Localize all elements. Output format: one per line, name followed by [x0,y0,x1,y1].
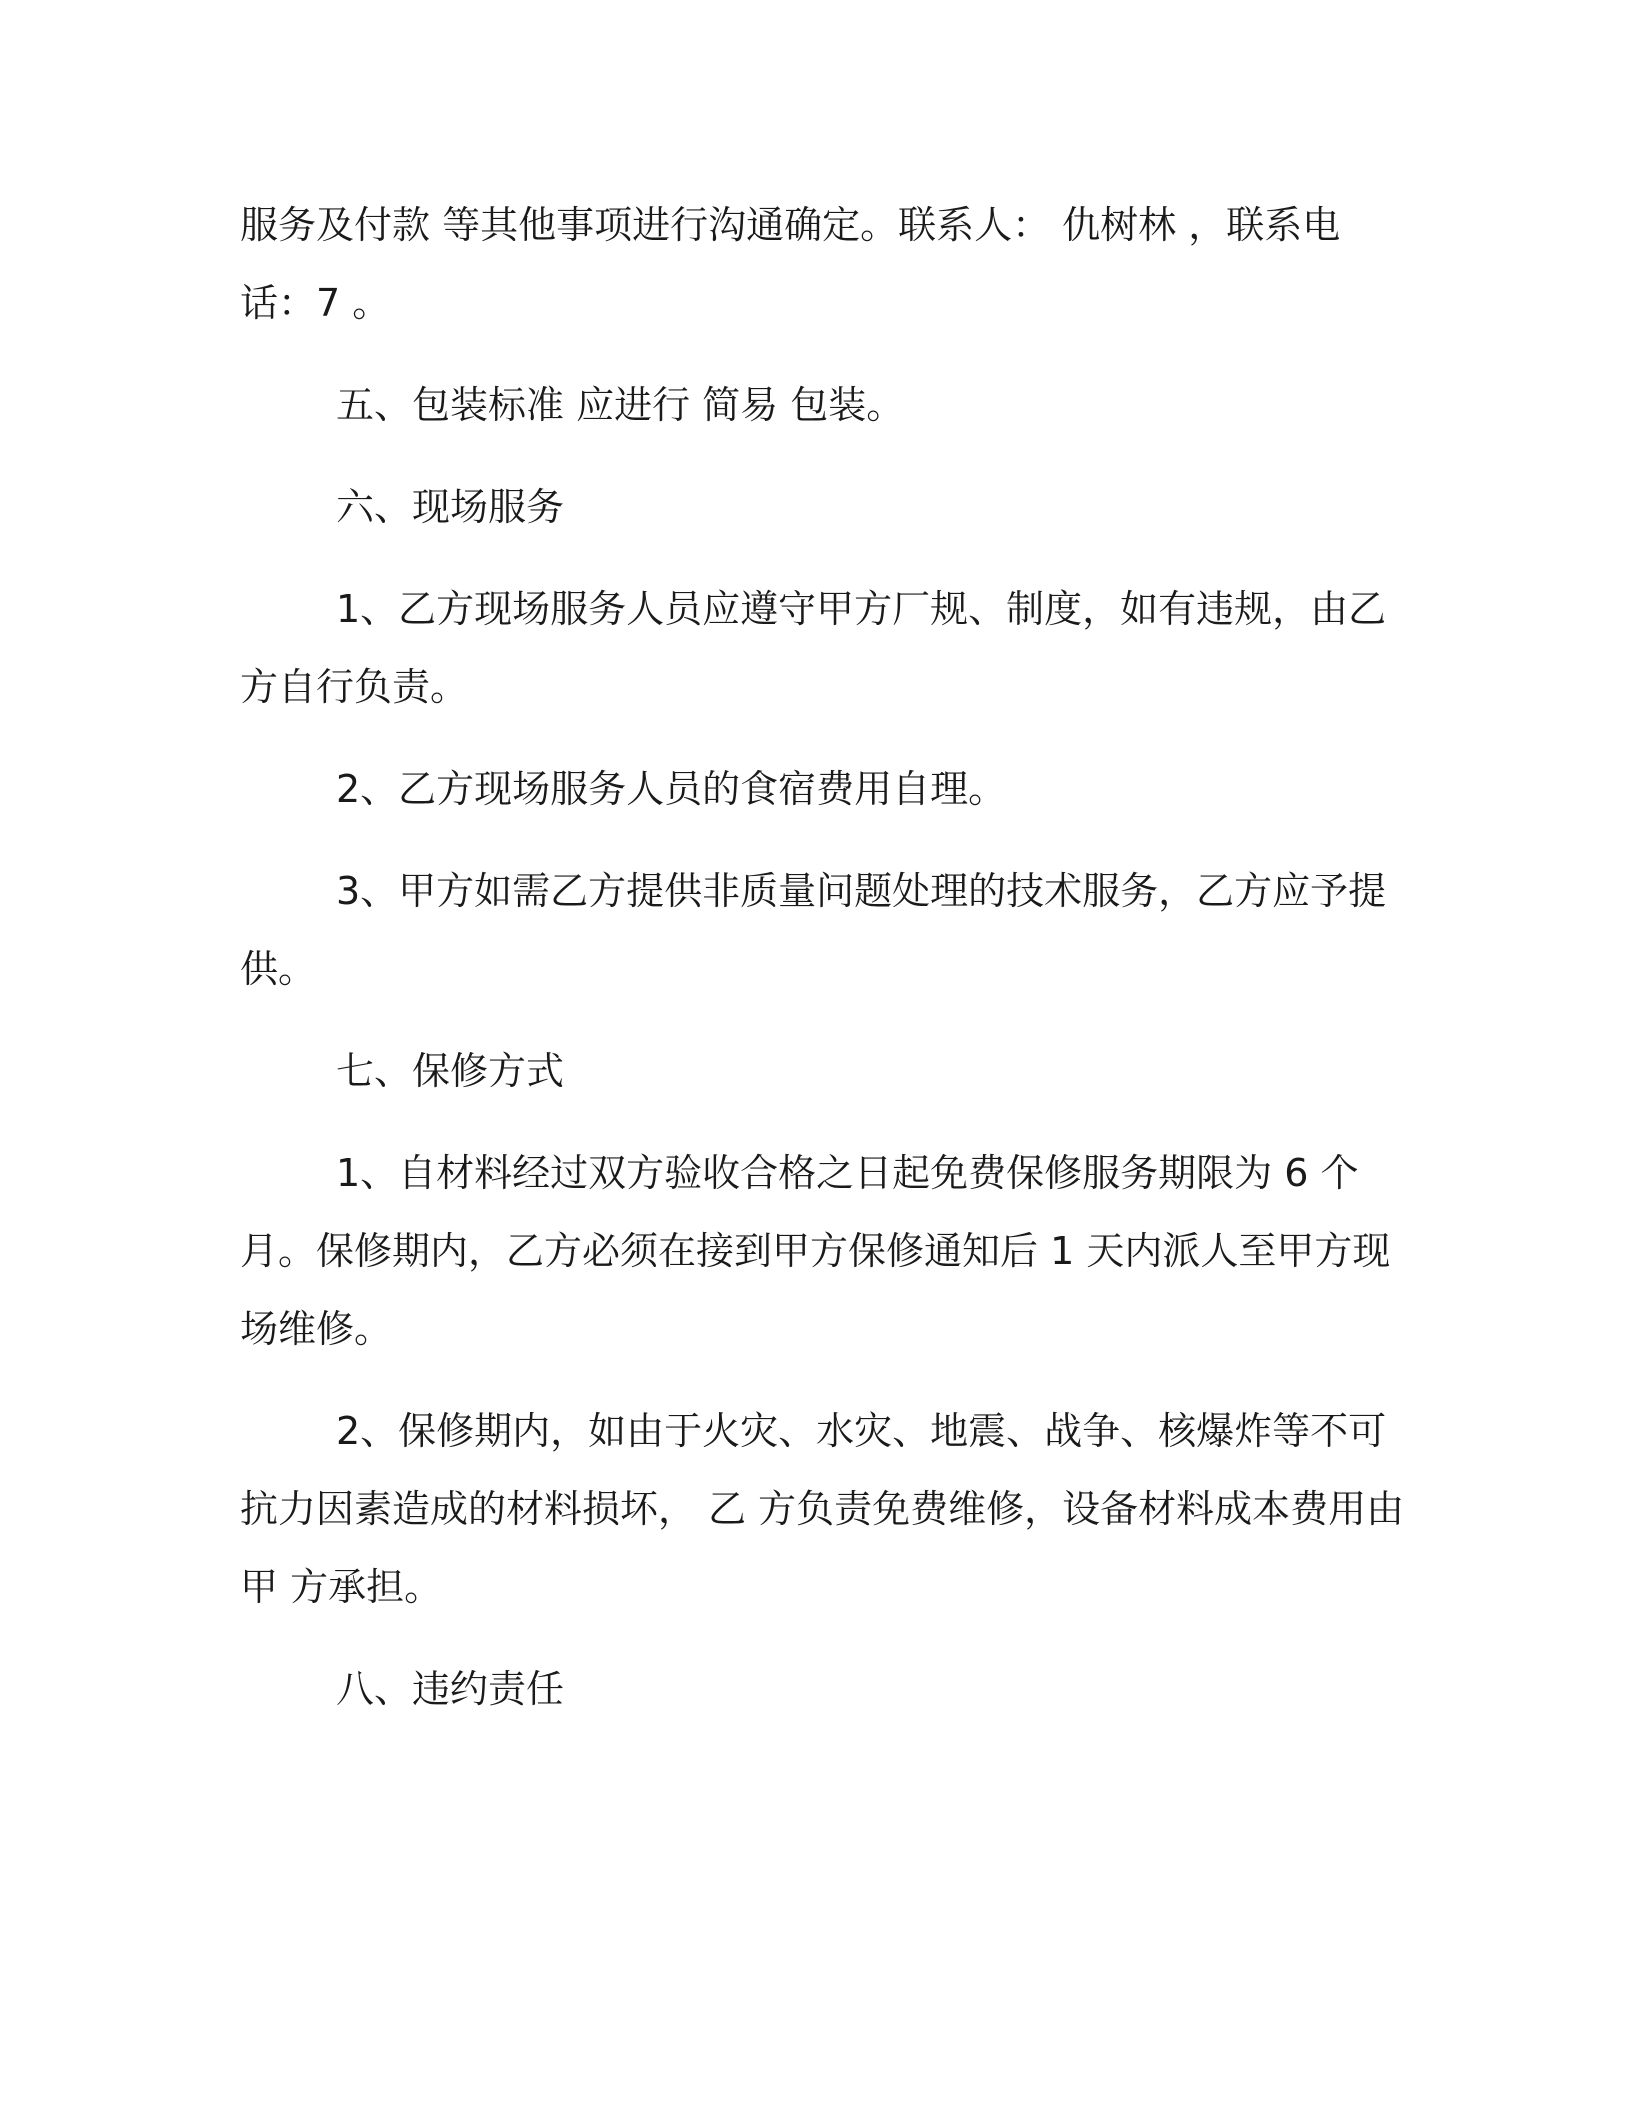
document-body [240,186,1405,1752]
onsite-service-item-3: 3、甲方如需乙方提供非质量问题处理的技术服务，乙方应予提供。 [240,869,1387,991]
section-heading-onsite-service: 六、现场服务 [336,485,565,529]
warranty-item-2: 2、保修期内，如由于火灾、水灾、地震、战争、核爆炸等不可抗力因素造成的材料损坏， 乙 方负责免费维修，设备材料成本费用由甲 方承担。 [240,1409,1405,1609]
section-heading-warranty: 七、保修方式 [336,1049,565,1093]
section-packaging: 五、包装标准 应进行 简易 包装。 [336,383,905,427]
onsite-service-item-1: 1、乙方现场服务人员应遵守甲方厂规、制度，如有违规，由乙方自行负责。 [240,587,1387,709]
section-heading-liability: 八、违约责任 [336,1667,565,1711]
warranty-item-1: 1、自材料经过双方验收合格之日起免费保修服务期限为 6 个月。保修期内，乙方必须在接到甲方保修通知后 1 天内派人至甲方现场维修。 [240,1151,1391,1351]
paragraph-contact: 服务及付款 等其他事项进行沟通确定。联系人： 仇树林 ，联系电话：7 。 [240,203,1341,325]
onsite-service-item-2: 2、乙方现场服务人员的食宿费用自理。 [336,767,1007,811]
